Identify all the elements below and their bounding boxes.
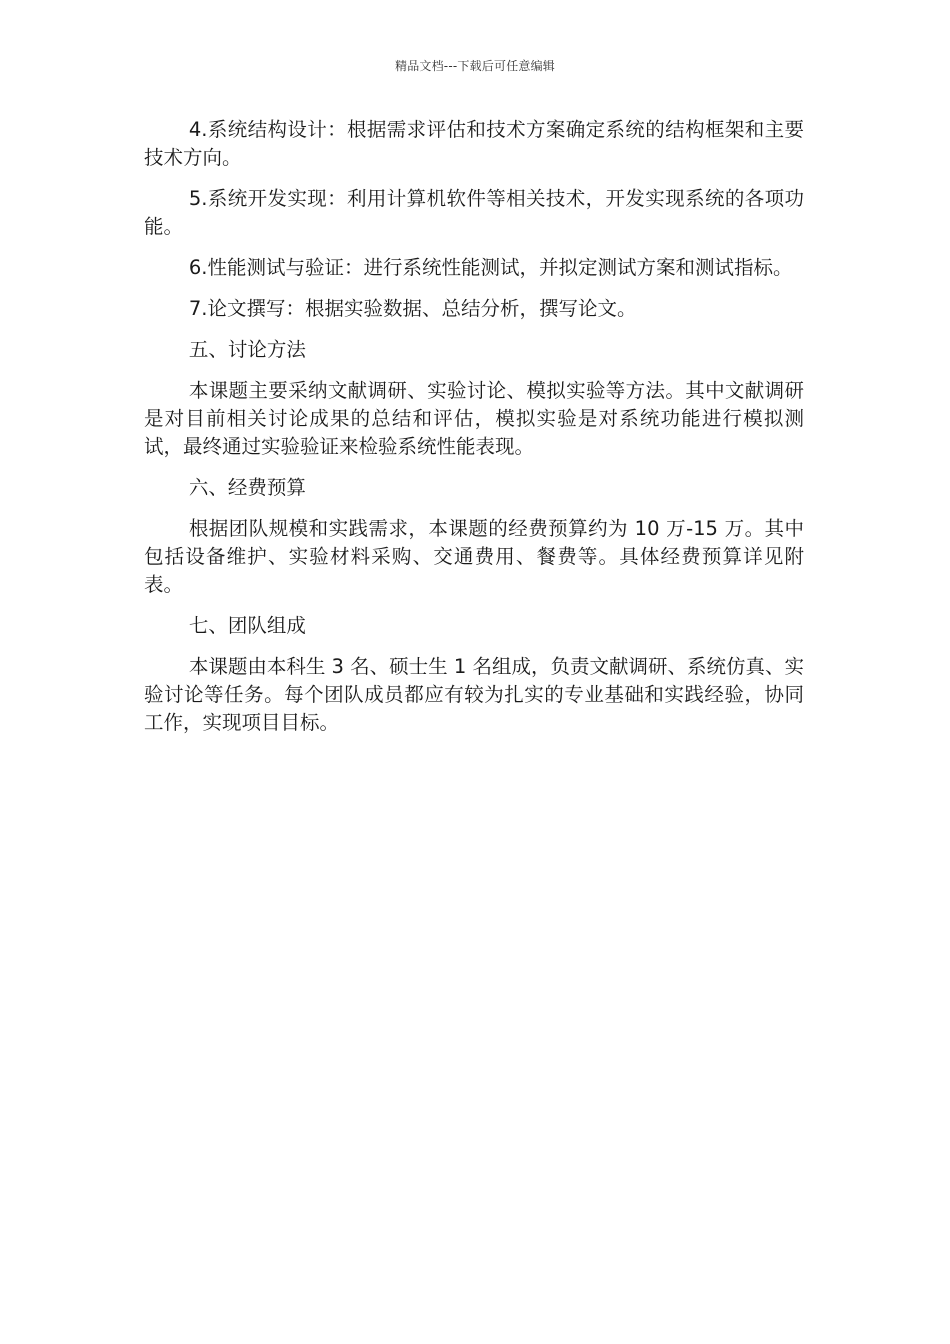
page-header: 精品文档---下载后可任意编辑 [395, 59, 555, 73]
step-6-paragraph: 6.性能测试与验证：进行系统性能测试，并拟定测试方案和测试指标。 [188, 256, 793, 279]
team-paragraph: 本课题由本科生 3 名、硕士生 1 名组成，负责文献调研、系统仿真、实验讨论等任务。每个团队成员都应有较为扎实的专业基础和实践经验，协同工作，实现项目目标。 [144, 655, 804, 734]
step-5-paragraph: 5.系统开发实现：利用计算机软件等相关技术，开发实现系统的各项功能。 [144, 187, 804, 238]
section-heading-methods: 五、讨论方法 [188, 338, 306, 361]
section-heading-team: 七、团队组成 [188, 614, 306, 637]
document-body [144, 116, 804, 750]
methods-paragraph: 本课题主要采纳文献调研、实验讨论、模拟实验等方法。其中文献调研是对目前相关讨论成果的总结和评估，模拟实验是对系统功能进行模拟测试，最终通过实验验证来检验系统性能表现。 [144, 379, 804, 458]
step-4-paragraph: 4.系统结构设计：根据需求评估和技术方案确定系统的结构框架和主要技术方向。 [144, 118, 804, 169]
step-7-paragraph: 7.论文撰写：根据实验数据、总结分析，撰写论文。 [188, 297, 637, 320]
budget-paragraph: 根据团队规模和实践需求，本课题的经费预算约为 10 万-15 万。其中包括设备维护、实验材料采购、交通费用、餐费等。具体经费预算详见附表。 [144, 517, 804, 596]
section-heading-budget: 六、经费预算 [188, 476, 306, 499]
